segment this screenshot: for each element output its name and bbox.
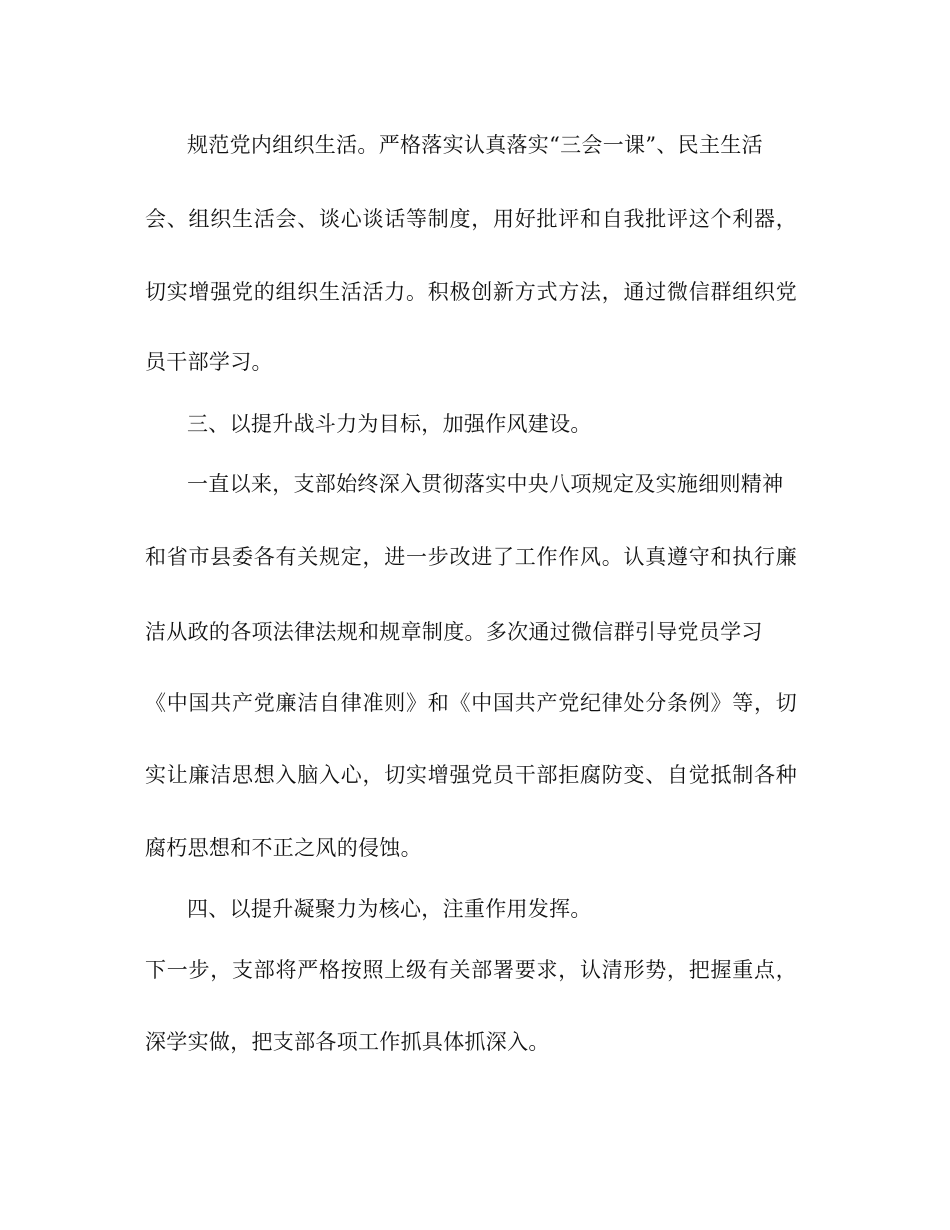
paragraph-line: 腐朽思想和不正之风的侵蚀。 bbox=[145, 836, 422, 860]
paragraph-line: 和省市县委各有关规定，进一步改进了工作作风。认真遵守和执行廉 bbox=[145, 545, 797, 569]
paragraph-line: 下一步，支部将严格按照上级有关部署要求，认清形势，把握重点， bbox=[145, 958, 797, 982]
section-heading: 四、以提升凝聚力为核心，注重作用发挥。 bbox=[187, 897, 592, 921]
paragraph-line: 规范党内组织生活。严格落实认真落实“三会一课”、民主生活 bbox=[187, 133, 763, 157]
paragraph-line: 切实增强党的组织生活活力。积极创新方式方法，通过微信群组织党 bbox=[145, 280, 797, 304]
paragraph-line: 会、组织生活会、谈心谈话等制度，用好批评和自我批评这个利器， bbox=[145, 207, 797, 231]
paragraph-line: 洁从政的各项法律法规和规章制度。多次通过微信群引导党员学习 bbox=[145, 620, 763, 644]
section-heading: 三、以提升战斗力为目标，加强作风建设。 bbox=[187, 412, 592, 436]
paragraph-line: 员干部学习。 bbox=[145, 350, 273, 374]
paragraph-line: 一直以来，支部始终深入贯彻落实中央八项规定及实施细则精神 bbox=[187, 472, 784, 496]
paragraph-line: 实让廉洁思想入脑入心，切实增强党员干部拒腐防变、自觉抵制各种 bbox=[145, 763, 797, 787]
paragraph-line: 《中国共产党廉洁自律准则》和《中国共产党纪律处分条例》等，切 bbox=[145, 691, 797, 715]
paragraph-line: 深学实做，把支部各项工作抓具体抓深入。 bbox=[145, 1030, 550, 1054]
